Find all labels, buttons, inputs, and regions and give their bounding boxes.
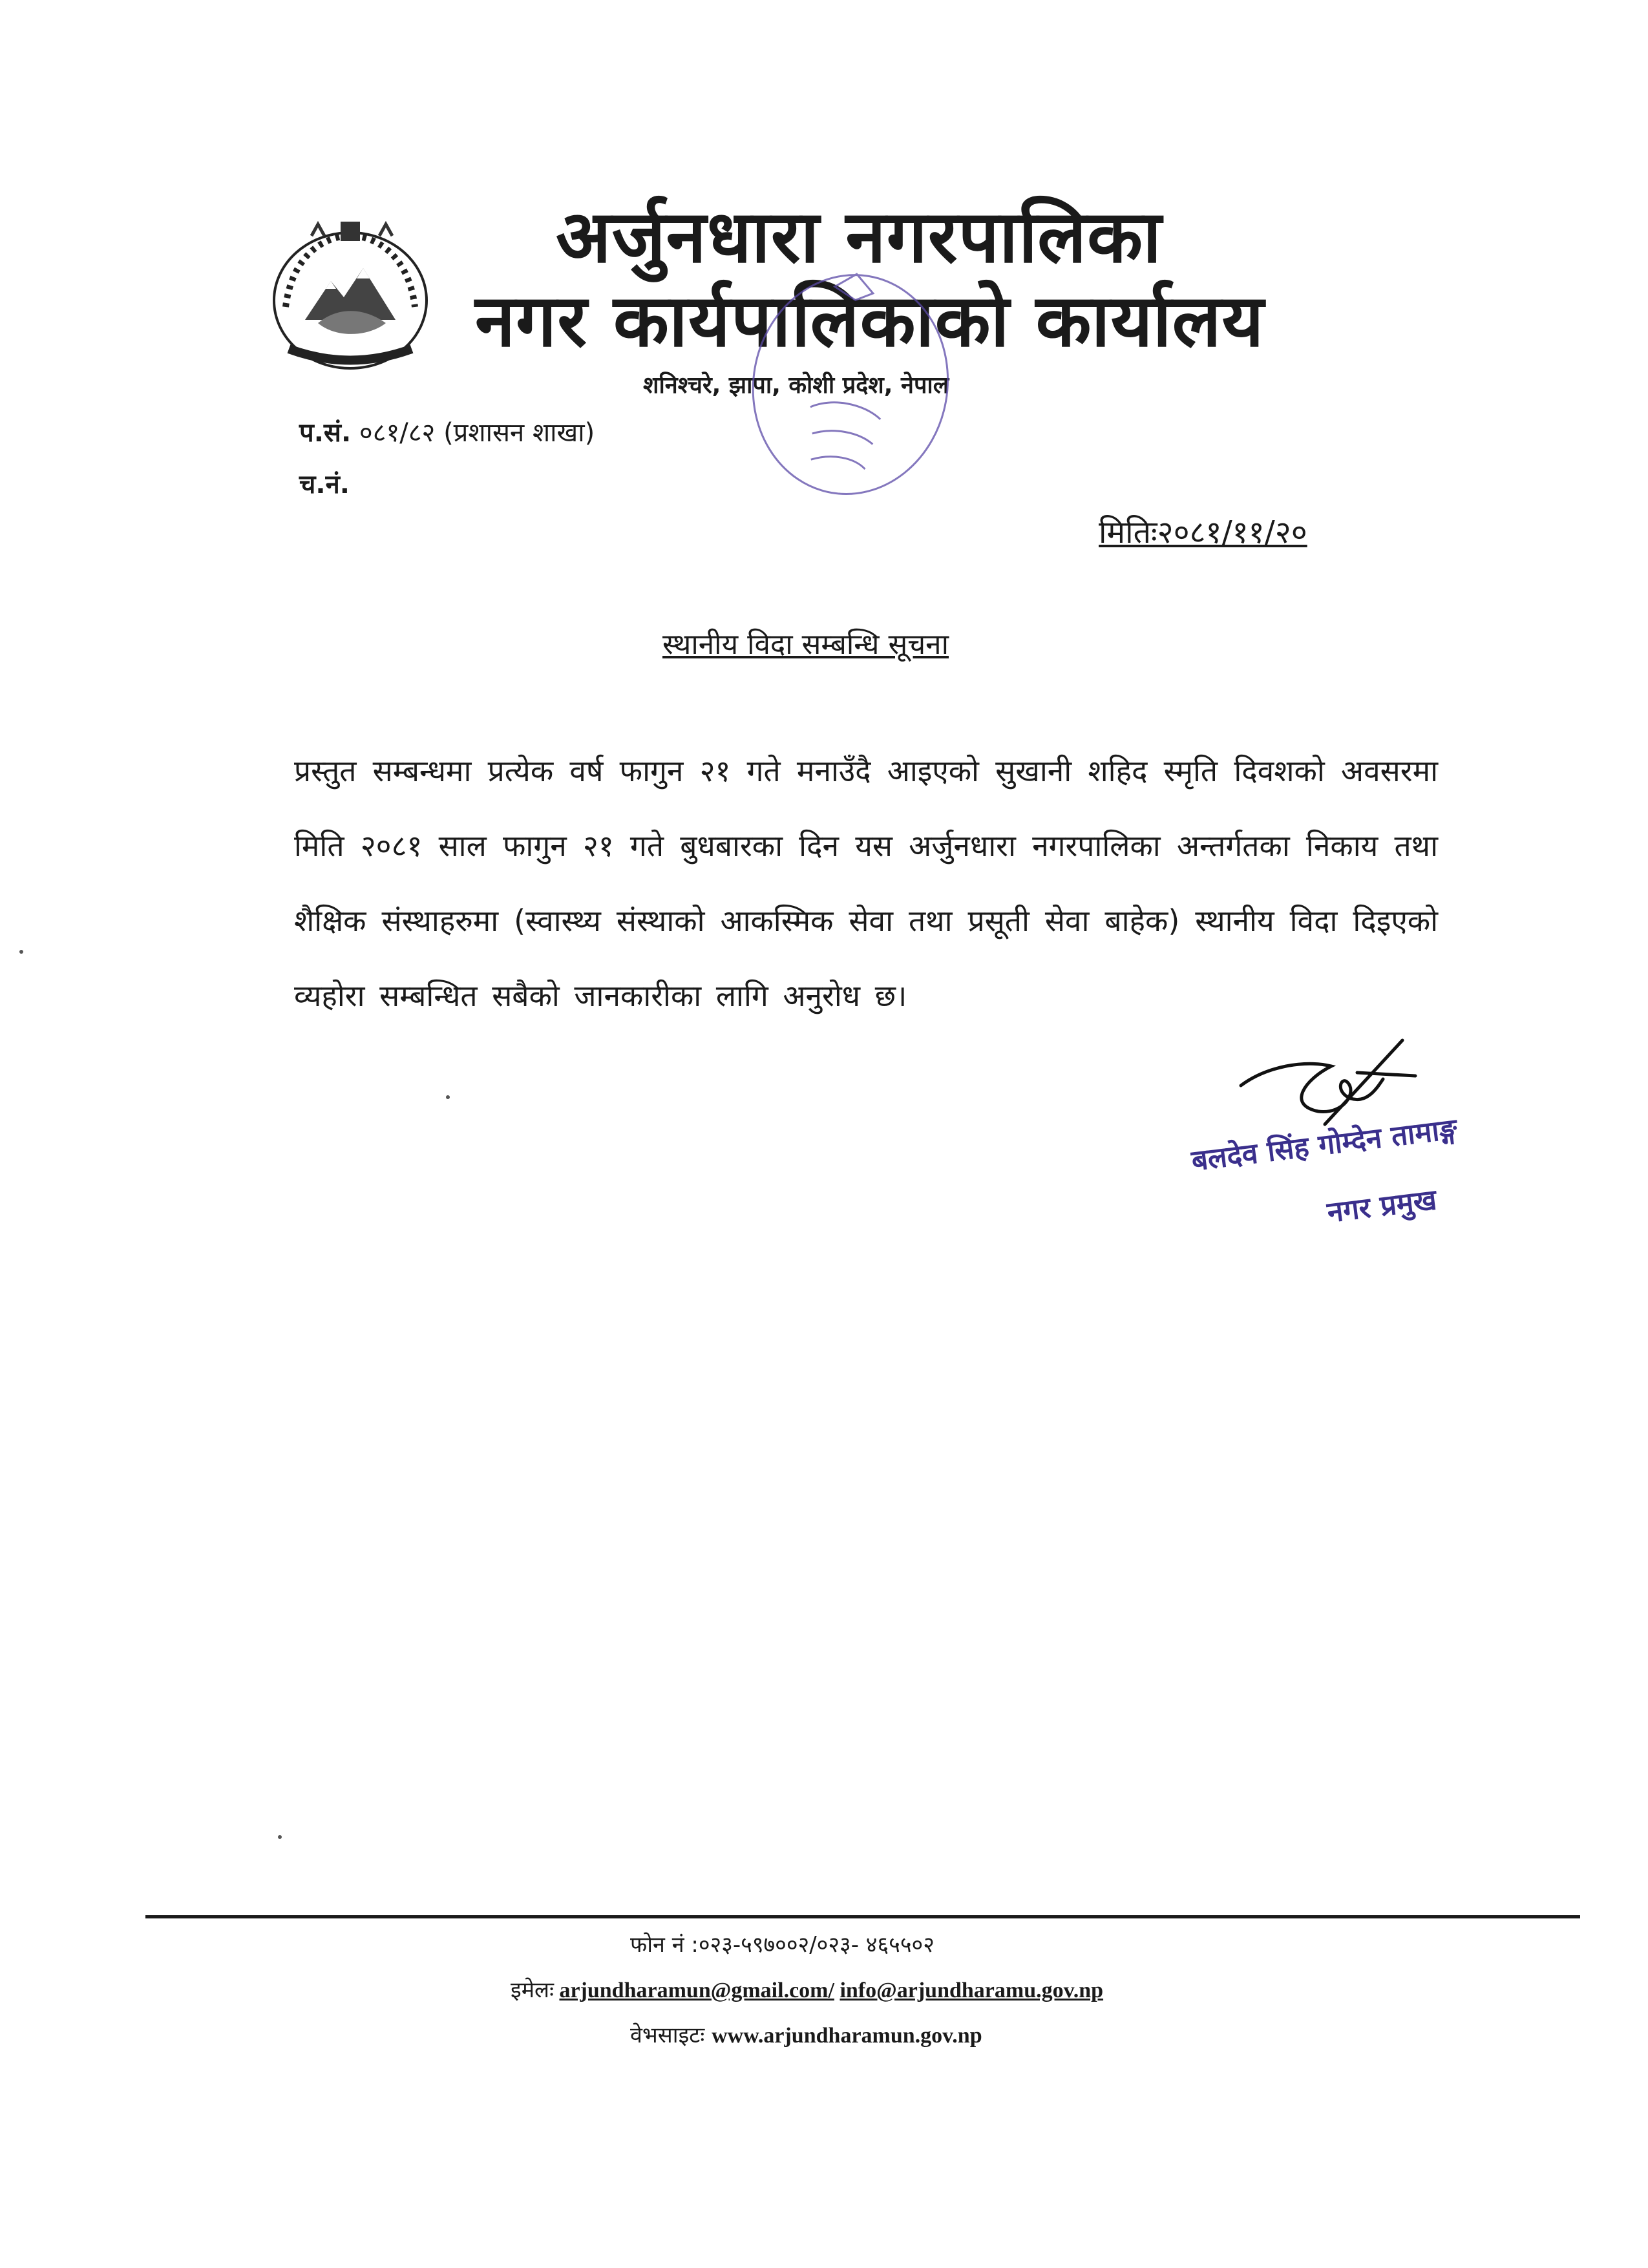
website-label: वेभसाइटः	[630, 2022, 705, 2048]
reference-number	[299, 414, 595, 449]
office-seal-stamp	[743, 265, 956, 510]
nepal-emblem-logo	[266, 210, 434, 378]
office-name: नगर कार्यपालिकाको कार्यालय	[475, 279, 1265, 363]
footer-email	[511, 1974, 1103, 2004]
scan-speck	[19, 950, 23, 954]
email-link-primary[interactable]: arjundharamun@gmail.com/	[559, 1979, 834, 2002]
notice-body: प्रस्तुत सम्बन्धमा प्रत्येक वर्ष फागुन २१ गते मनाउँदै आइएको सुखानी शहिद स्मृति दिवशको अवसरमा मिति २०८१ साल फागुन २१ गते बुधबारका दिन यस अर्जुनधारा नगरपालिका अन्तर्गतका निकाय तथा शैक्षिक संस्थाहरुमा (स्वास्थ्य संस्थाको आकस्मिक सेवा तथा प्रसूती सेवा बाहेक) स्थानीय विदा दिइएको व्यहोरा सम्बन्धित सबैको जानकारीका लागि अनुरोध छ।	[294, 753, 1438, 1013]
footer-phone: फोन नं :०२३-५९७००२/०२३- ४६५५०२	[630, 1932, 935, 1958]
reference-value: ०८१/८२ (प्रशासन शाखा)	[359, 418, 595, 448]
signatory-title: नगर प्रमुख	[1325, 1183, 1439, 1230]
footer-divider	[145, 1915, 1580, 1918]
scan-speck	[446, 1095, 450, 1099]
notice-subject: स्थानीय विदा सम्बन्धि सूचना	[662, 628, 949, 661]
scan-speck	[278, 1835, 282, 1839]
email-label: इमेलः	[511, 1977, 554, 2003]
organization-name: अर्जुनधारा नगरपालिका	[556, 195, 1163, 279]
email-link-secondary[interactable]: info@arjundharamu.gov.np	[840, 1979, 1104, 2002]
reference-label: प.सं.	[299, 418, 352, 448]
letter-date: मितिः२०८१/११/२०	[1099, 514, 1307, 551]
footer-website	[630, 2019, 982, 2049]
office-address: शनिश्चरे, झापा, कोशी प्रदेश, नेपाल	[643, 372, 949, 399]
dispatch-number-label: च.नं.	[299, 470, 350, 499]
website-link[interactable]: www.arjundharamun.gov.np	[712, 2024, 982, 2048]
signatory-name: बलदेव सिंह गोम्देन तामाङ्ग	[1189, 1112, 1459, 1178]
